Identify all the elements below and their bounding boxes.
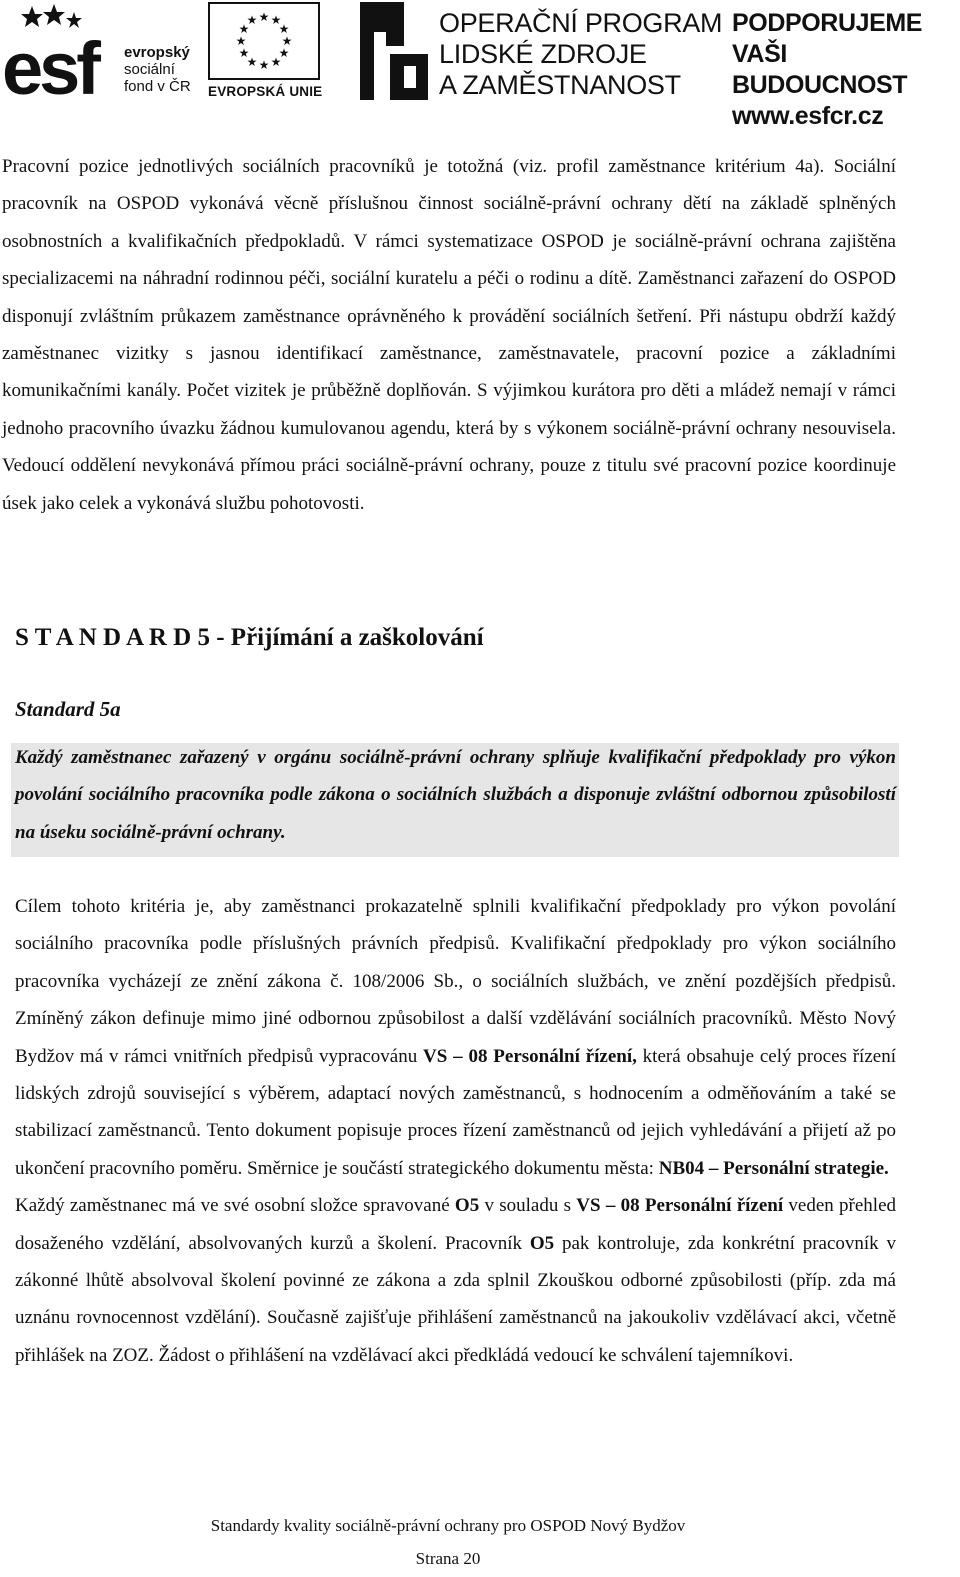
eu-logo-text: EVROPSKÁ UNIE bbox=[208, 84, 323, 99]
op-logo-text: OPERAČNÍ PROGRAM LIDSKÉ ZDROJE A ZAMĚSTNANOST bbox=[439, 8, 723, 100]
section-heading: S T A N D A R D 5 - Přijímání a zaškolování bbox=[15, 624, 484, 651]
svg-text:★: ★ bbox=[270, 55, 282, 69]
page-number: Strana 20 bbox=[415, 1549, 481, 1568]
svg-text:★: ★ bbox=[281, 34, 293, 48]
svg-text:★: ★ bbox=[258, 10, 270, 24]
svg-text:★: ★ bbox=[238, 22, 250, 36]
bold-reference: O5 bbox=[529, 1232, 555, 1254]
svg-text:★: ★ bbox=[278, 46, 290, 60]
intro-paragraph: Pracovní pozice jednotlivých sociálních pracovníků je totožná (viz. profil zaměstnance kritérium 4a). Sociální pracovník na OSPOD vykonává věcně příslušnou činnost sociálně-právní ochrany dětí na základě splněných osobnostních a kvalifikačních předpokladů. V rámci systematizace OSPOD je sociálně-právní ochrana zajištěna specializacemi na náhradní rodinnou péči, sociální kuratelu a péči o rodinu a dítě. Zaměstnanci zařazení do OSPOD disponují zvláštním průkazem zaměstnance oprávněného k provádění sociálních šetření. Při nástupu obdrží každý zaměstnanec vizitky s jasnou identifikací zaměstnance, zaměstnavatele, pracovní pozice a základními komunikačními kanály. Počet vizitek je průběžně doplňován. S výjimkou kurátora pro děti a mládež nemají v rámci jednoho pracovního úvazku žádnou kumulovanou agendu, která by s výkonem sociálně-právní ochrany nesouvisela. Vedoucí oddělení nevykonává přímou práci sociálně-právní ochrany, pouze z titulu své pracovní pozice koordinuje úsek jako celek a vykonává službu pohotovosti. bbox=[2, 156, 896, 514]
svg-text:★: ★ bbox=[278, 22, 290, 36]
svg-text:★: ★ bbox=[270, 13, 282, 27]
slogan: PODPORUJEME VAŠI BUDOUCNOST www.esfcr.cz bbox=[732, 8, 960, 132]
bold-reference: NB04 – Personální strategie. bbox=[658, 1157, 889, 1179]
svg-text:★: ★ bbox=[235, 34, 247, 48]
website-link[interactable]: www.esfcr.cz bbox=[732, 102, 884, 130]
bold-reference: O5 bbox=[454, 1195, 480, 1217]
bold-reference: VS – 08 Personální řízení bbox=[576, 1195, 784, 1217]
standard-subheading: Standard 5a bbox=[15, 697, 121, 721]
op-logo-mark bbox=[360, 2, 428, 100]
svg-text:★: ★ bbox=[258, 58, 270, 72]
svg-text:★: ★ bbox=[246, 13, 258, 27]
footer-title: Standardy kvality sociálně-právní ochrany pro OSPOD Nový Bydžov bbox=[210, 1516, 686, 1535]
criterion-paragraph: Cílem tohoto kritéria je, aby zaměstnanci prokazatelně splnili kvalifikační předpoklady pro výkon povolání sociálního pracovníka podle příslušných právních předpisů. Kvalifikační předpoklady pro výkon sociálního pracovníka vycházejí ze znění zákona č. 108/2006 Sb., o sociálních službách, ve znění pozdějších předpisů. Zmíněný zákon definuje mimo jiné odbornou způsobilost a další vzdělávání sociálních pracovníků. Město Nový Bydžov má v rámci vnitřních předpisů vypracovánu VS – 08 Personální řízení, která obsahuje celý proces řízení lidských zdrojů související s výběrem, adaptací nových zaměstnanců, s hodnocením a odměňováním a také se stabilizací zaměstnanců. Tento dokument popisuje proces řízení zaměstnanců od jejich vyhledávání a přijetí až po ukončení pracovního poměru. Směrnice je součástí strategického dokumentu města: NB04 – Personální strategie. Každý zaměstnanec má ve své osobní složce spravované O5 v souladu s VS – 08 Personální řízení veden přehled dosaženého vzdělání, absolvovaných kurzů a školení. Pracovník O5 pak kontroluje, zda konkrétní pracovník v zákonné lhůtě absolvoval školení povinné ze zákona a zda splnil Zkouškou odborné způsobilosti (příp. zda má uznánu rovnocennost vzdělání). Současně zajišťuje přihlášení zaměstnanců na jakoukoliv vzdělávací akci, včetně přihlášek na ZOZ. Žádost o přihlášení na vzdělávací akci předkládá vedoucí ke schválení tajemníkovi. bbox=[15, 896, 897, 1366]
standard-statement: Každý zaměstnanec zařazený v orgánu sociálně-právní ochrany splňuje kvalifikační předpoklady pro výkon povolání sociálního pracovníka podle zákona o sociálních službách a disponuje zvláštní odbornou způsobilostí na úseku sociálně-právní ochrany. bbox=[15, 747, 896, 843]
esf-logo-text: evropský sociální fond v ČR bbox=[124, 44, 191, 95]
eu-flag-icon bbox=[208, 2, 320, 80]
svg-text:★: ★ bbox=[238, 46, 250, 60]
bold-reference: VS – 08 Personální řízení, bbox=[423, 1045, 637, 1067]
svg-text:★: ★ bbox=[246, 55, 258, 69]
page-header bbox=[0, 0, 960, 130]
esf-logo-mark bbox=[2, 2, 120, 100]
svg-text:esf: esf bbox=[2, 27, 97, 100]
